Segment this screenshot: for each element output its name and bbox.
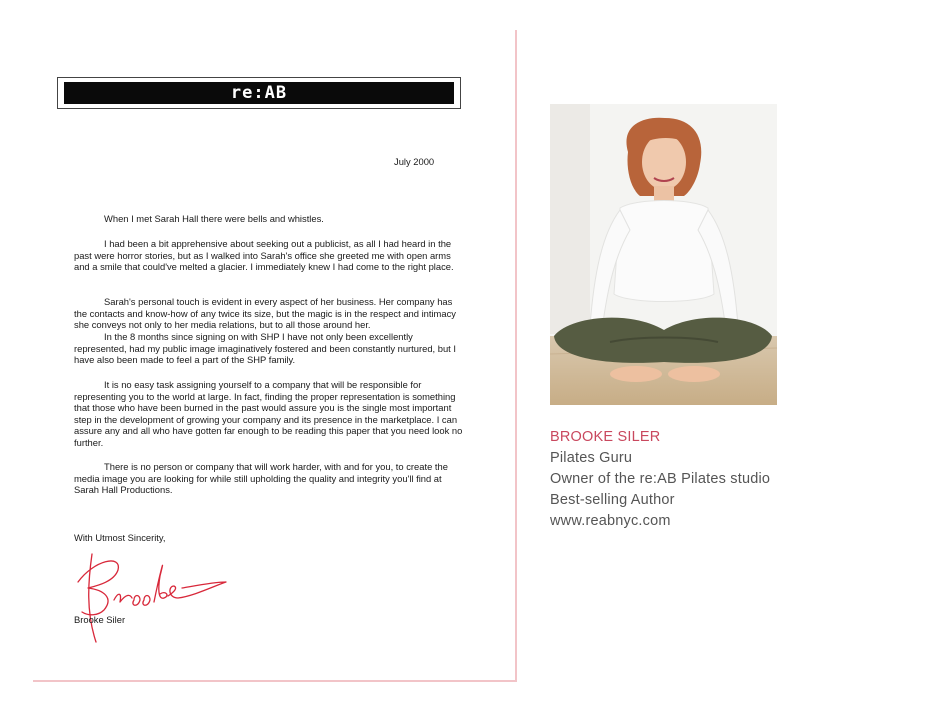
letter-border-bottom xyxy=(33,680,517,682)
letter-paragraph-5: It is no easy task assigning yourself to a company that will be responsible for representing you to the world at large. In fact, finding the proper representation is something that those who have been burned in the past would assure you is the single most important step in the development of growing your company and its presence in the marketplace. I can assure any and all who have gotten far enough to be reading this paper that you need look no further. xyxy=(74,379,463,448)
profile-website-link[interactable]: www.reabnyc.com xyxy=(550,513,671,529)
letter-paragraph-3: Sarah's personal touch is evident in every aspect of her business. Her company has the contacts and know-how of any twice its size, but the magic is in the respect and intimacy she conveys not only to her media relations, but to all those around her. xyxy=(74,296,456,331)
profile-role: Pilates Guru xyxy=(550,450,633,466)
letterhead xyxy=(57,77,461,109)
letter-signer-name: Brooke Siler xyxy=(74,614,126,625)
profile-name: BROOKE SILER xyxy=(550,429,661,445)
woman-meditating-illustration xyxy=(550,104,777,405)
letter-paragraph-2: I had been a bit apprehensive about seeking out a publicist, as all I had heard in the past were horror stories, but as I walked into Sarah's office she greeted me with open arms and a smile that could've melted a glacier. I immediately knew I had come to the right place. xyxy=(74,238,454,273)
profile-author: Best-selling Author xyxy=(550,492,675,508)
letter-paragraph-6: There is no person or company that will work harder, with and for you, to create the media image you are looking for while still upholding the quality and integrity you'll find at Sarah Hall Productions. xyxy=(74,461,448,496)
letter-border-right xyxy=(515,30,517,682)
handwritten-signature xyxy=(74,542,234,647)
letterhead-bar xyxy=(64,82,454,104)
profile-photo xyxy=(550,104,777,405)
letterhead-title: re:AB xyxy=(230,83,288,103)
letter-closing: With Utmost Sincerity, xyxy=(74,532,166,543)
profile-owner: Owner of the re:AB Pilates studio xyxy=(550,471,771,487)
letter-paragraph-1: When I met Sarah Hall there were bells and whistles. xyxy=(104,213,324,224)
letter-paragraph-4: In the 8 months since signing on with SHP I have not only been excellently represented, had my public image imaginatively fostered and been constantly nurtured, but I have also been made to feel a part of the SHP family. xyxy=(74,331,456,366)
letter-date: July 2000 xyxy=(394,156,435,167)
